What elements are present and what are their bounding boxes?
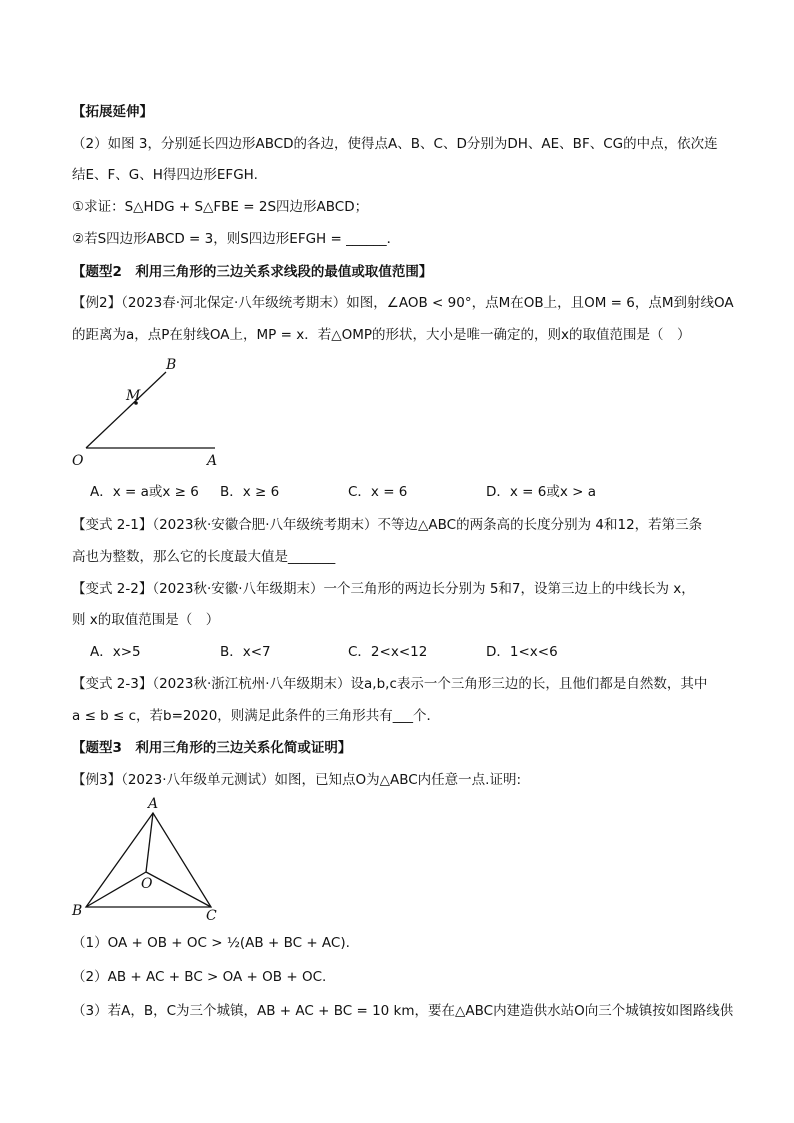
variant-2-3-line-2: a ≤ b ≤ c，若b=2020，则满足此条件的三角形共有___个．: [72, 708, 441, 724]
triangle-figure: [68, 795, 228, 920]
problem-2-line-2: 结E、F、G、H得四边形EFGH.: [72, 167, 258, 183]
v22-option-a[interactable]: A．x>5: [90, 644, 141, 660]
variant-2-3-line-1: 【变式 2-3】（2023秋·浙江杭州·八年级期末）设a,b,c表示一个三角形三边的长，且他们都是自然数，其中: [72, 676, 708, 692]
problem-2-line-1: （2）如图 3，分别延长四边形ABCD的各边，使得点A、B、C、D分别为DH、AE、BF、CG的中点，依次连: [72, 136, 718, 152]
problem-2-part-2: ②若S四边形ABCD = 3，则S四边形EFGH = ______．: [72, 231, 401, 247]
problem-2-part-1: ①求证：S△HDG + S△FBE = 2S四边形ABCD；: [72, 199, 369, 215]
label-C: C: [206, 908, 217, 920]
example-3-line-1: 【例3】（2023·八年级单元测试）如图，已知点O为△ABC内任意一点.证明:: [72, 772, 522, 788]
v22-option-c[interactable]: C．2<x<12: [348, 644, 428, 660]
label-O: O: [72, 453, 84, 469]
example-3-part-3: （3）若A，B，C为三个城镇，AB + AC + BC = 10 km，要在△ABC内建造供水站O向三个城镇按如图路线供: [72, 1003, 734, 1019]
example-3-part-1: （1）OA + OB + OC > ½(AB + BC + AC).: [72, 935, 350, 951]
v22-option-d[interactable]: D．1<x<6: [486, 644, 558, 660]
variant-2-2-line-1: 【变式 2-2】（2023秋·安徽·八年级期末）一个三角形的两边长分别为 5和7，设第三边上的中线长为 x，: [72, 581, 695, 597]
ex2-option-d[interactable]: D．x = 6或x > a: [486, 484, 597, 500]
label-B: B: [166, 357, 177, 373]
example-3-part-2: （2）AB + AC + BC > OA + OB + OC.: [72, 969, 327, 985]
v22-option-b[interactable]: B．x<7: [220, 644, 271, 660]
topic-2-heading: 【题型2 利用三角形的三边关系求线段的最值或取值范围】: [72, 264, 433, 280]
label-B: B: [72, 903, 83, 919]
topic-3-heading: 【题型3 利用三角形的三边关系化简或证明】: [72, 740, 352, 756]
label-A: A: [148, 796, 159, 812]
variant-2-1-line-1: 【变式 2-1】（2023秋·安徽合肥·八年级统考期末）不等边△ABC的两条高的长度分别为 4和12，若第三条: [72, 517, 703, 533]
label-M: M: [126, 388, 141, 404]
variant-2-1-line-2: 高也为整数，那么它的长度最大值是_______: [72, 549, 336, 565]
variant-2-2-line-2: 则 x的取值范围是（ ）: [72, 612, 220, 628]
ex2-option-b[interactable]: B．x ≥ 6: [220, 484, 280, 500]
ex2-option-a[interactable]: A．x = a或x ≥ 6: [90, 484, 199, 500]
ex2-option-c[interactable]: C．x = 6: [348, 484, 408, 500]
angle-figure: [70, 352, 240, 472]
section-expand-heading: 【拓展延伸】: [72, 104, 153, 120]
label-O: O: [141, 876, 153, 892]
label-A: A: [207, 453, 218, 469]
example-2-line-1: 【例2】（2023春·河北保定·八年级统考期末）如图，∠AOB < 90°，点M在OB上，且OM = 6，点M到射线OA: [72, 295, 734, 311]
example-2-line-2: 的距离为a，点P在射线OA上，MP = x．若△OMP的形状，大小是唯一确定的，则x的取值范围是（ ）: [72, 327, 691, 343]
